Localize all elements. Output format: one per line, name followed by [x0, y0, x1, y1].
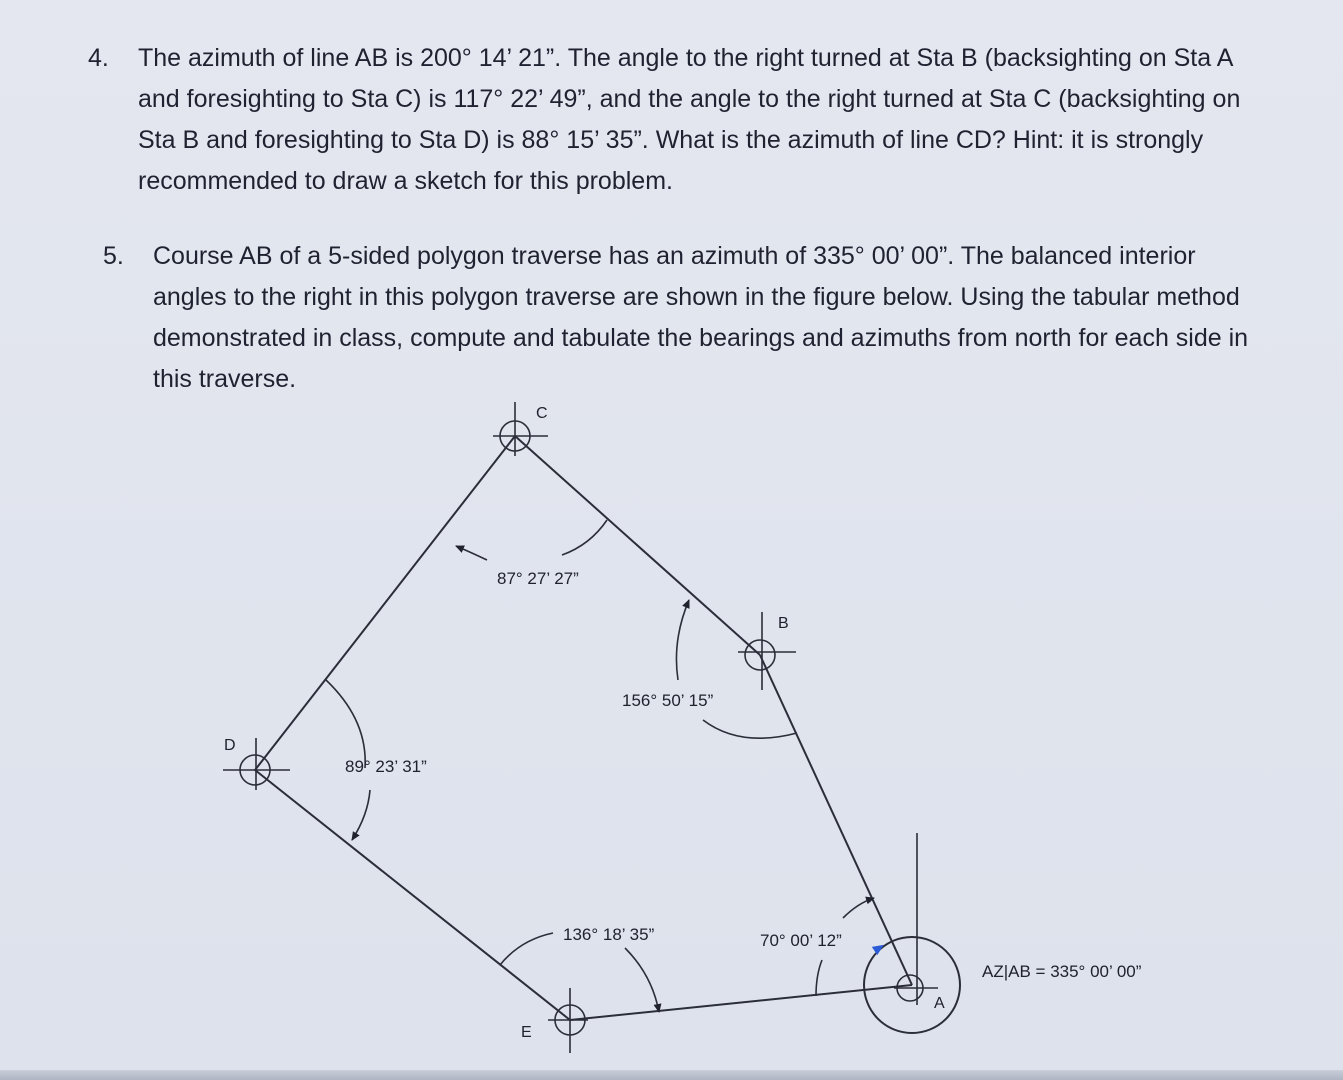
angle-arc-c	[562, 520, 607, 555]
station-label-a: A	[934, 995, 945, 1012]
side-bc	[515, 436, 760, 655]
azimuth-note: AZ|AB = 335° 00’ 00”	[982, 962, 1142, 981]
problem-5-number: 5.	[103, 242, 124, 270]
angle-label-c: 87° 27’ 27”	[497, 569, 579, 588]
angle-arc-d	[326, 680, 365, 768]
angle-arrow-e	[625, 948, 659, 1012]
side-ea	[570, 985, 912, 1020]
station-label-c: C	[536, 405, 548, 422]
angle-label-d: 89° 23’ 31”	[345, 757, 427, 776]
angle-arc-e	[500, 933, 553, 965]
angle-label-b: 156° 50’ 15”	[622, 691, 714, 710]
monitor-bottom-edge	[0, 1070, 1343, 1080]
station-a-symbol	[894, 833, 938, 1005]
side-cd	[255, 436, 515, 770]
angle-arc-b-upper	[676, 600, 689, 680]
station-label-b: B	[778, 615, 789, 632]
problem-4-text: The azimuth of line AB is 200° 14’ 21”. The angle to the right turned at Sta B (backsighting on Sta A and foresighting to Sta C) is 117° 22’ 49”, and the angle to the right turned at Sta C (backsighting on Sta B and foresighting to Sta D) is 88° 15’ 35”. What is the azimuth of line CD? Hint: it is strongly recommended to draw a sketch for this problem.	[138, 44, 1241, 195]
station-e-symbol	[548, 988, 588, 1053]
angle-arc-a-lower	[816, 960, 822, 996]
angle-arrow-c	[456, 546, 487, 560]
station-label-d: D	[224, 737, 236, 754]
side-de	[255, 770, 570, 1020]
angle-arrow-d	[352, 790, 370, 840]
angle-arc-b-lower	[703, 720, 797, 738]
problem-4-number: 4.	[88, 44, 109, 72]
problem-5-text: Course AB of a 5-sided polygon traverse has an azimuth of 335° 00’ 00”. The balanced interior angles to the right in this polygon traverse are shown in the figure below. Using the tabular method demonstrated in class, compute and tabulate the bearings and azimuths from north for each side in this traverse.	[153, 242, 1249, 393]
angle-arrow-a	[843, 898, 874, 918]
angle-label-e: 136° 18’ 35”	[563, 925, 655, 944]
station-label-e: E	[521, 1024, 532, 1041]
angle-label-a: 70° 00’ 12”	[760, 931, 842, 950]
